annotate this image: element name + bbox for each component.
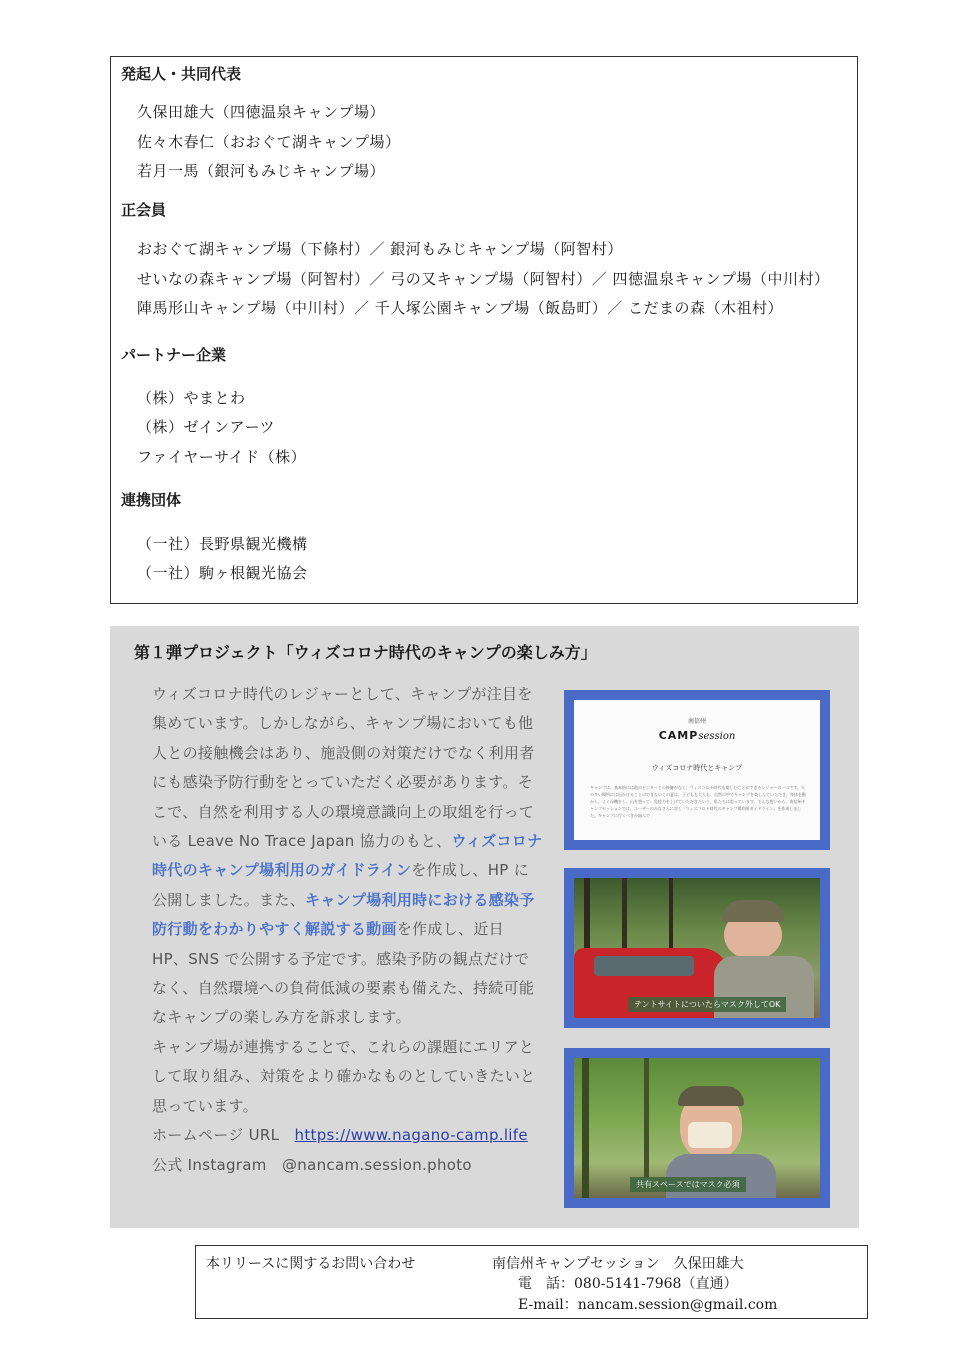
- guide-body: キャンプは、基本的には他のビジターとの接触がなく、ウィズコロナ時代も楽しむことができるレジャーの一つです。人の多い場所には出かけることのできないこの夏は、子どもも大人も、自然の中でキャンプを楽しんでいただき、身体を動かし、よく母機をし、山を想って、免疫力を上げていただきたいと、私たちは思っています。そんな想いから、南信州キャンプセッションでは、ユーザーのみなさんに対し「ウィズコロナ時代のキャンプ場利用ガイドライン」を作成しました。キャンプに行くべきか悩んで: [590, 785, 806, 818]
- instagram-handle: @nancam.session.photo: [282, 1155, 472, 1174]
- regular-member-line: せいなの森キャンプ場（阿智村）／ 弓の又キャンプ場（阿智村）／ 四徳温泉キャンプ場（中川村）: [137, 270, 830, 288]
- mask-caption: 共有スペースではマスク必須: [630, 1177, 746, 1192]
- campsite-caption: テントサイトについたらマスク外してOK: [628, 997, 786, 1012]
- regular-member-line: おおぐて湖キャンプ場（下條村）／ 銀河もみじキャンプ場（阿智村）: [137, 240, 623, 258]
- project-section: [110, 626, 859, 1228]
- person-cap: [678, 1086, 744, 1106]
- truck-window: [594, 956, 694, 976]
- contact-email[interactable]: E-mail：nancam.session@gmail.com: [518, 1297, 778, 1313]
- tree-trunk: [622, 878, 627, 958]
- logo-main-text: CAMP: [658, 729, 699, 742]
- contact-organization: 南信州キャンプセッション 久保田雄大: [492, 1256, 744, 1272]
- founder-item: 若月一馬（銀河もみじキャンプ場）: [137, 162, 386, 180]
- project-paragraph-1: [152, 680, 544, 1033]
- logo-script-text: session: [698, 731, 736, 742]
- project-paragraph-2: キャンプ場が連携することで、これらの課題にエリアとして取り組み、対策をより確かなものとしていきたいと思っています。: [152, 1037, 536, 1115]
- org-item: （一社）駒ヶ根観光協会: [137, 564, 308, 582]
- campsession-logo: [574, 724, 820, 743]
- project-text-b: を作成し、HP に公開しました。また、: [152, 861, 529, 909]
- orgs-heading: 連携団体: [121, 491, 182, 509]
- guide-heading: ウィズコロナ時代とキャンプ: [651, 764, 743, 772]
- project-title: 第１弾プロジェクト「ウィズコロナ時代のキャンプの楽しみ方」: [134, 643, 597, 662]
- org-item: （一社）長野県観光機構: [137, 535, 308, 553]
- tree-trunk: [582, 1058, 589, 1198]
- logo-subtitle: 南信州: [687, 718, 706, 725]
- project-text-a: ウィズコロナ時代のレジャーとして、キャンプが注目を集めています。しかしながら、キャンプ場においても他人との接触機会はあり、施設側の対策だけでなく利用者にも感染予防行動をとっていただく必要があります。そこで、自然を利用する人の環境意識向上の取組を行っている Leave No Trace Japan 協力のもと、: [152, 685, 535, 851]
- founders-heading: 発起人・共同代表: [121, 65, 242, 83]
- partners-heading: パートナー企業: [121, 346, 227, 364]
- campsite-photo: [564, 868, 830, 1028]
- mask-photo: [564, 1048, 830, 1208]
- campsite-scene: [574, 878, 820, 1018]
- partner-item: ファイヤーサイド（株）: [137, 448, 307, 466]
- guideline-image: [564, 690, 830, 850]
- project-text-c: を作成し、近日 HP、SNS で公開する予定です。感染予防の観点だけでなく、自然環境への負荷低減の要素も備えた、持続可能なキャンプの楽しみ方を訴求します。: [152, 920, 535, 1027]
- regular-members-heading: 正会員: [121, 201, 167, 219]
- tree-trunk: [644, 1058, 649, 1178]
- face-mask: [688, 1122, 732, 1148]
- partner-item: （株）やまとわ: [137, 389, 246, 407]
- homepage-url-link[interactable]: https://www.nagano-camp.life: [294, 1126, 528, 1145]
- homepage-label: ホームページ URL: [152, 1126, 280, 1145]
- instagram-line: [152, 1151, 544, 1180]
- person-cap: [722, 900, 784, 922]
- contact-box: [195, 1245, 868, 1319]
- homepage-line: [152, 1121, 544, 1150]
- guideline-document: [574, 700, 820, 840]
- guideline-link[interactable]: ウィズコロナ時代のキャンプ場利用のガイドライン: [152, 832, 543, 880]
- members-box: [110, 56, 858, 604]
- founder-item: 佐々木春仁（おおぐて湖キャンプ場）: [137, 133, 401, 151]
- instagram-label: 公式 Instagram: [152, 1155, 267, 1174]
- partner-item: （株）ゼインアーツ: [137, 418, 276, 436]
- regular-member-line: 陣馬形山キャンプ場（中川村）／ 千人塚公園キャンプ場（飯島町）／ こだまの森（木祖村）: [137, 299, 784, 317]
- tree-trunk: [669, 878, 673, 953]
- mask-scene: [574, 1058, 820, 1198]
- contact-label: 本リリースに関するお問い合わせ: [206, 1256, 416, 1272]
- video-link[interactable]: キャンプ場利用時における感染予防行動をわかりやすく解説する動画: [152, 890, 535, 939]
- founder-item: 久保田雄大（四徳温泉キャンプ場）: [137, 103, 386, 121]
- contact-phone: 電 話：080-5141-7968（直通）: [518, 1276, 738, 1292]
- project-description: [152, 680, 544, 1180]
